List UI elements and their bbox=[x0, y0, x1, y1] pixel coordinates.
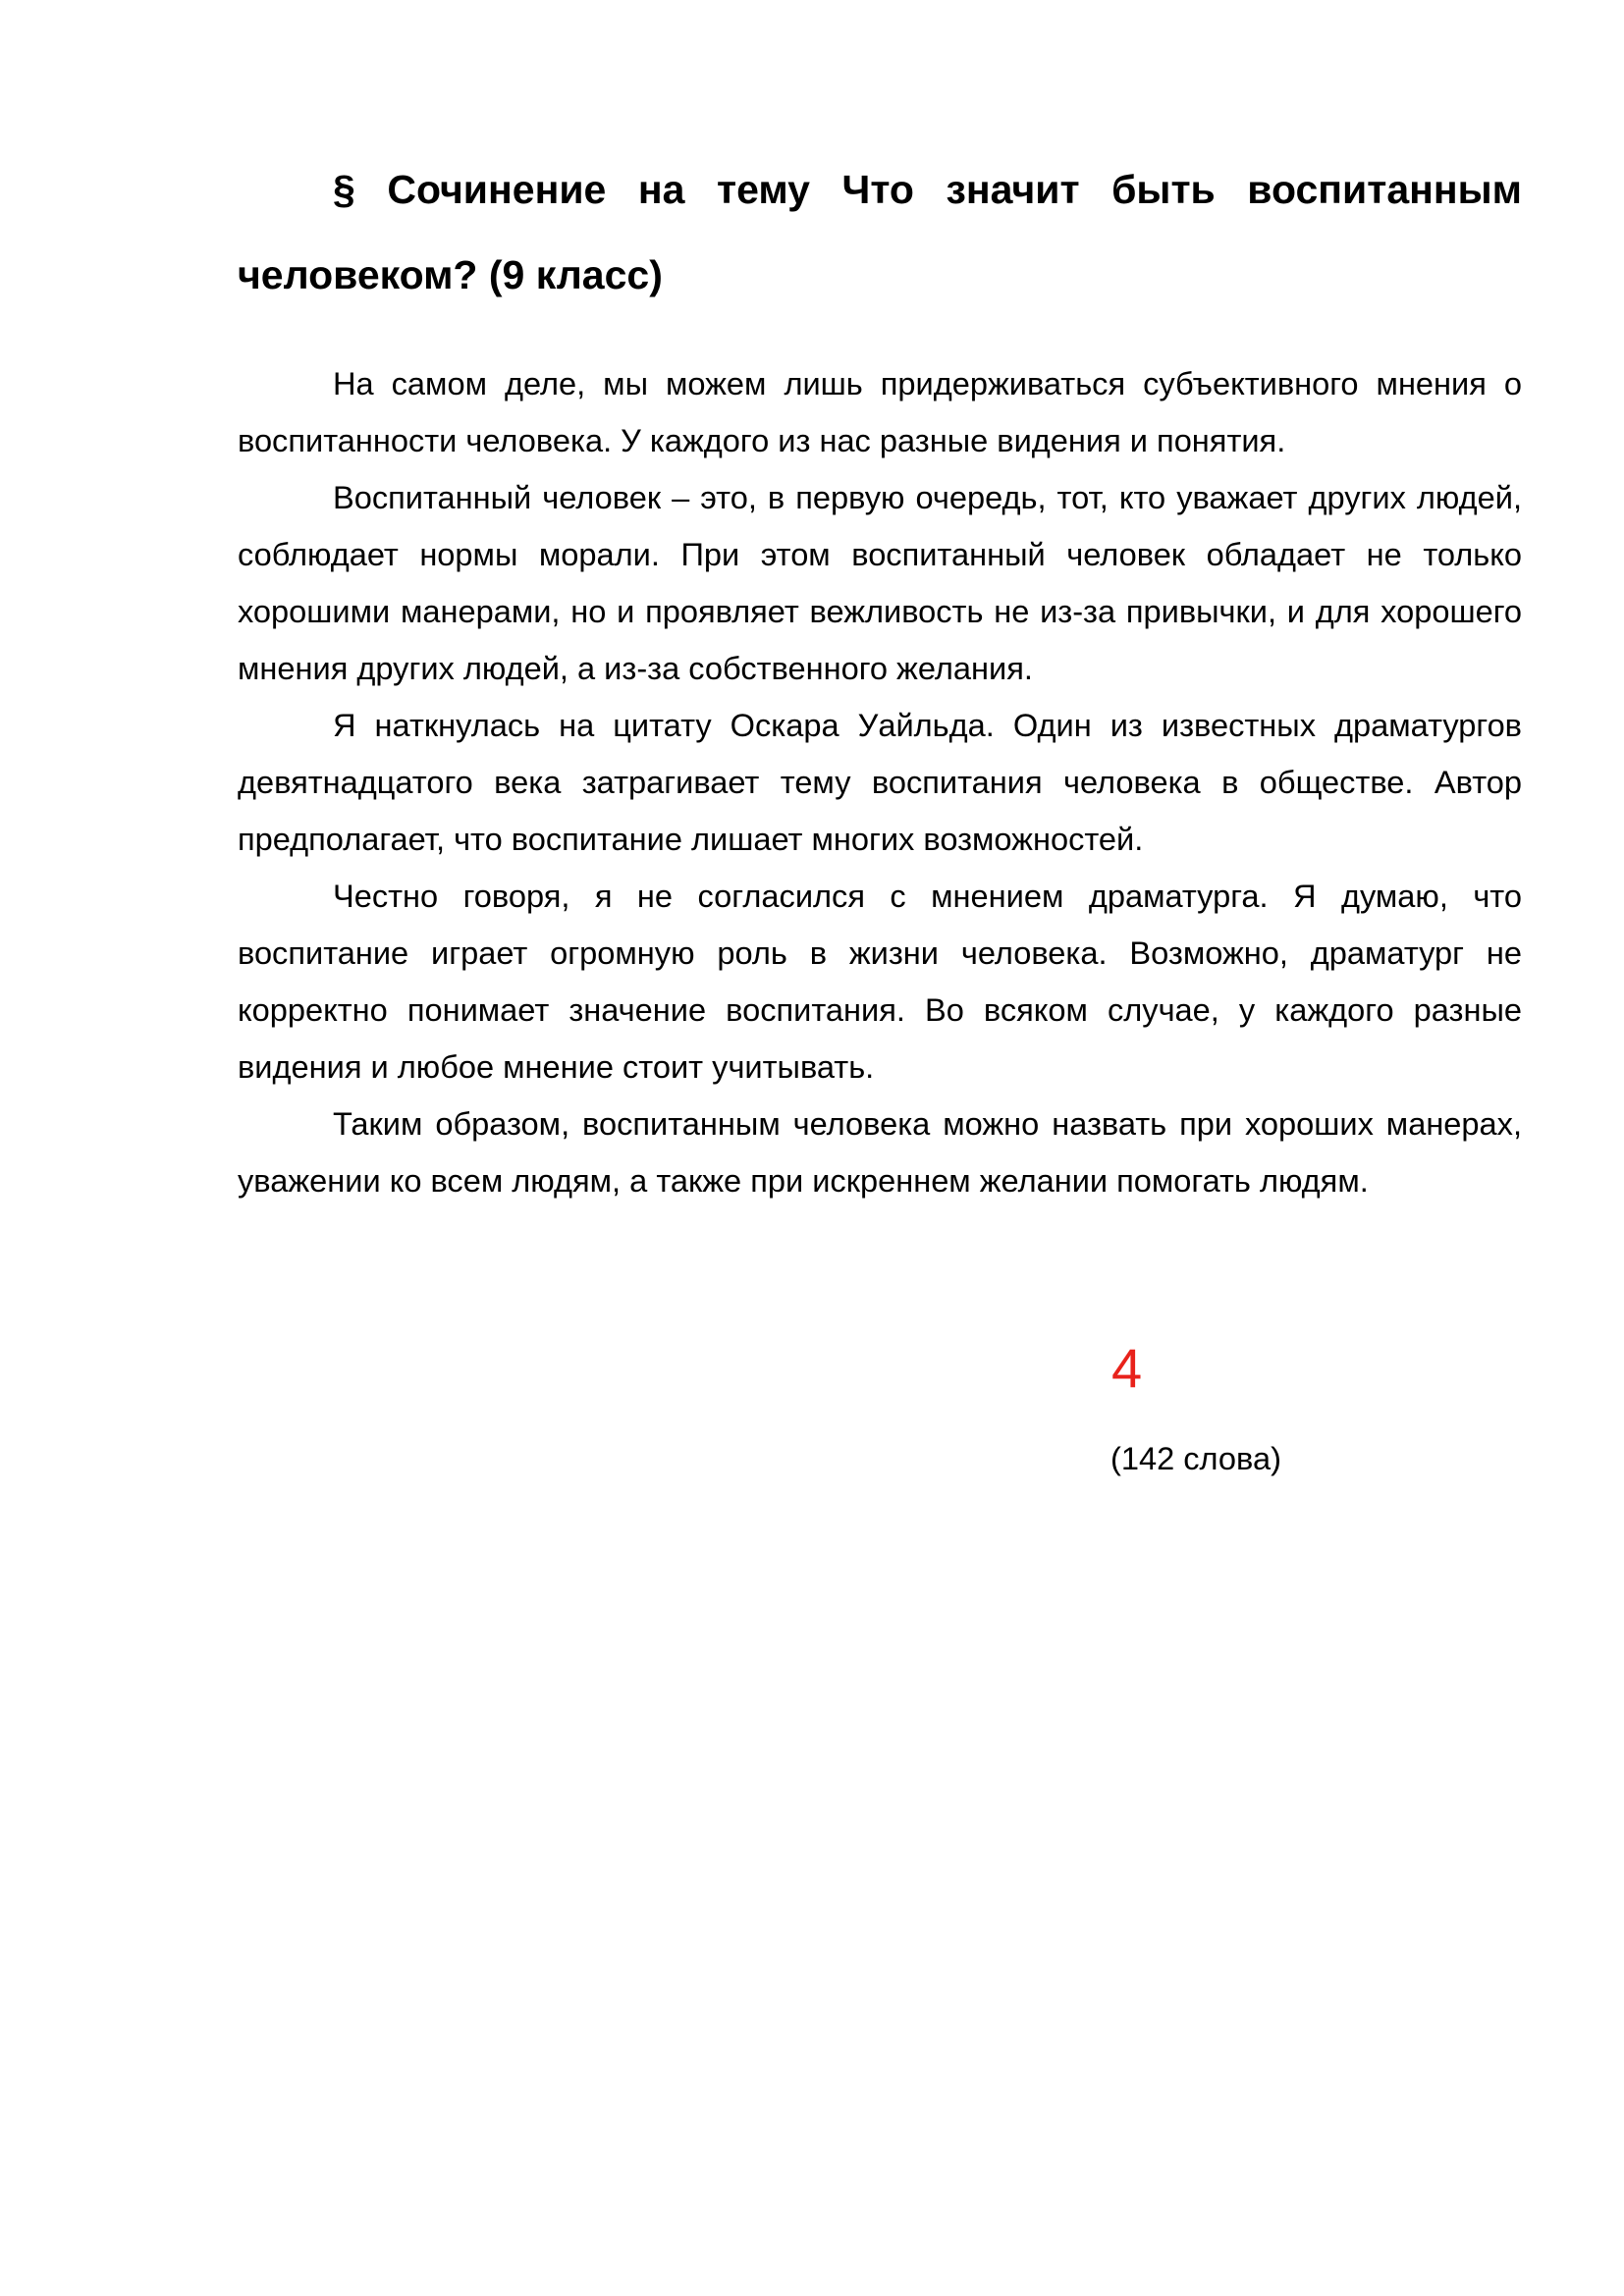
grade-mark: 4 bbox=[1111, 1337, 1143, 1399]
essay-paragraph: Я наткнулась на цитату Оскара Уайльда. Один из известных драматургов девятнадцатого века затрагивает тему воспитания человека в обществе. Автор предполагает, что воспитание лишает многих возможностей. bbox=[238, 707, 1522, 857]
essay-title: § Сочинение на тему Что значит быть воспитанным человеком? (9 класс) bbox=[238, 167, 1522, 297]
essay-body bbox=[238, 355, 1522, 1209]
essay-paragraph: Честно говоря, я не согласился с мнением драматурга. Я думаю, что воспитание играет огромную роль в жизни человека. Возможно, драматург не корректно понимает значение воспитания. Во всяком случае, у каждого разные видения и любое мнение стоит учитывать. bbox=[238, 878, 1522, 1085]
essay-paragraph: Воспитанный человек – это, в первую очередь, тот, кто уважает других людей, соблюдает нормы морали. При этом воспитанный человек обладает не только хорошими манерами, но и проявляет вежливость не из-за привычки, и для хорошего мнения других людей, а из-за собственного желания. bbox=[238, 479, 1522, 686]
essay-paragraph: На самом деле, мы можем лишь придерживаться субъективного мнения о воспитанности человека. У каждого из нас разные видения и понятия. bbox=[238, 365, 1522, 458]
word-count: (142 слова) bbox=[1110, 1440, 1281, 1476]
essay-content bbox=[238, 147, 1522, 1209]
essay-paragraph: Таким образом, воспитанным человека можно назвать при хороших манерах, уважении ко всем людям, а также при искреннем желании помогать людям. bbox=[238, 1105, 1522, 1199]
